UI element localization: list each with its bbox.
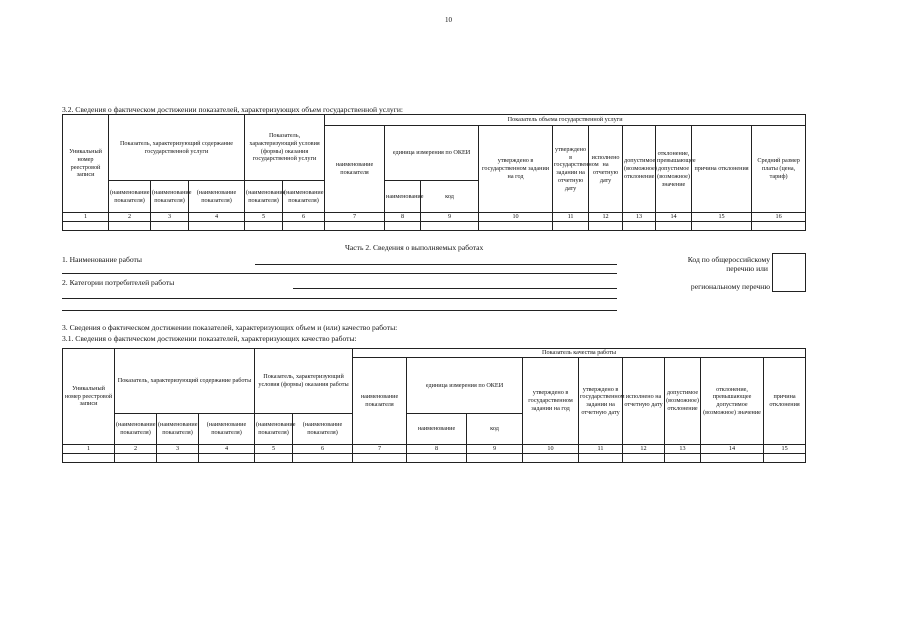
- column-number: 6: [283, 213, 325, 222]
- col-unique-number: Уникальный номер реестровой записи: [63, 115, 109, 213]
- col-unit-code: код: [467, 414, 523, 445]
- column-number: 8: [407, 445, 467, 454]
- col-param: (наименование показателя): [245, 181, 283, 213]
- code-label-line1: Код по общероссийскому: [687, 255, 770, 264]
- work-name-line: [255, 264, 617, 265]
- column-number: 11: [579, 445, 623, 454]
- code-label-line3: региональному перечню: [690, 282, 770, 291]
- table-3-1-quality: [62, 348, 806, 463]
- column-number: 13: [665, 445, 701, 454]
- column-number: 1: [63, 445, 115, 454]
- col-allowed-deviation: допустимое (возможное) отклонение: [665, 358, 701, 445]
- col-param: (наименование показателя): [157, 414, 199, 445]
- column-number: 10: [479, 213, 553, 222]
- column-number: 9: [421, 213, 479, 222]
- col-conditions-indicator: Показатель, характеризующий условия (формы) оказания государственной услуги: [245, 115, 325, 181]
- column-number: 10: [523, 445, 579, 454]
- column-number: 11: [553, 213, 589, 222]
- col-exceeding-deviation: отклонение, превышающее допустимое (возможное) значение: [656, 126, 692, 213]
- col-unit-okei: единица измерения по ОКЕИ: [407, 358, 523, 414]
- col-content-indicator: Показатель, характеризующий содержание государственной услуги: [109, 115, 245, 181]
- col-param: (наименование показателя): [199, 414, 255, 445]
- col-param: (наименование показателя): [293, 414, 353, 445]
- column-number: 7: [325, 213, 385, 222]
- column-number: 2: [115, 445, 157, 454]
- column-number-row: [63, 445, 806, 454]
- col-param: (наименование показателя): [151, 181, 189, 213]
- col-unit-code: код: [421, 181, 479, 213]
- table-row: [63, 454, 806, 463]
- column-number: 7: [353, 445, 407, 454]
- col-unique-number: Уникальный номер реестровой записи: [63, 349, 115, 445]
- col-done: исполнено на отчетную дату: [623, 358, 665, 445]
- col-exceeding-deviation: отклонение, превышающее допустимое (возможное) значение: [701, 358, 764, 445]
- consumers-line: [293, 288, 617, 289]
- column-number: 3: [157, 445, 199, 454]
- col-param: (наименование показателя): [283, 181, 325, 213]
- col-approved-date: утверждено в государственном задании на отчетную дату: [553, 126, 589, 213]
- column-number: 2: [109, 213, 151, 222]
- column-number: 16: [752, 213, 806, 222]
- col-allowed-deviation: допустимое (возможное) отклонение: [623, 126, 656, 213]
- col-quality-indicator: Показатель качества работы: [353, 349, 806, 358]
- col-indicator-name: наименование показателя: [325, 126, 385, 213]
- col-param: (наименование показателя): [189, 181, 245, 213]
- col-unit-name: наименование: [385, 181, 421, 213]
- consumers-line-3: [62, 310, 617, 311]
- column-number: 14: [701, 445, 764, 454]
- column-number: 1: [63, 213, 109, 222]
- work-name-line-2: [62, 273, 617, 274]
- col-param: (наименование показателя): [255, 414, 293, 445]
- column-number: 6: [293, 445, 353, 454]
- column-number: 15: [764, 445, 806, 454]
- column-number: 4: [189, 213, 245, 222]
- col-done: исполнено на отчетную дату: [589, 126, 623, 213]
- col-deviation-reason: причина отклонения: [692, 126, 752, 213]
- col-deviation-reason: причина отклонения: [764, 358, 806, 445]
- work-consumers-label: 2. Категории потребителей работы: [62, 278, 175, 287]
- column-number: 12: [623, 445, 665, 454]
- section-3-2-caption: 3.2. Сведения о фактическом достижении показателей, характеризующих объем государственной услуги:: [62, 105, 404, 114]
- table-3-2-volume: [62, 114, 806, 231]
- section-3-1-caption: 3.1. Сведения о фактическом достижении показателей, характеризующих качество работы:: [62, 334, 357, 343]
- consumers-line-2: [62, 298, 617, 299]
- col-approved-year: утверждено в государственном задании на год: [479, 126, 553, 213]
- column-number: 5: [245, 213, 283, 222]
- column-number: 9: [467, 445, 523, 454]
- col-param: (наименование показателя): [109, 181, 151, 213]
- column-number-row: [63, 213, 806, 222]
- column-number: 4: [199, 445, 255, 454]
- code-box[interactable]: [772, 253, 806, 292]
- column-number: 13: [623, 213, 656, 222]
- column-number: 14: [656, 213, 692, 222]
- col-unit-name: наименование: [407, 414, 467, 445]
- column-number: 5: [255, 445, 293, 454]
- col-content-indicator: Показатель, характеризующий содержание работы: [115, 349, 255, 414]
- work-name-label: 1. Наименование работы: [62, 255, 142, 264]
- column-number: 15: [692, 213, 752, 222]
- table-row: [63, 222, 806, 231]
- col-indicator-name: наименование показателя: [353, 358, 407, 445]
- part-2-title: Часть 2. Сведения о выполняемых работах: [345, 243, 484, 252]
- code-label-line2: перечню или: [726, 264, 768, 273]
- col-volume-indicator: Показатель объема государственной услуги: [325, 115, 806, 126]
- col-conditions-indicator: Показатель, характеризующий условия (формы) оказания работы: [255, 349, 353, 414]
- page-number: 10: [445, 16, 452, 24]
- col-average-price: Средний размер платы (цена, тариф): [752, 126, 806, 213]
- section-3-caption: 3. Сведения о фактическом достижении показателей, характеризующих объем и (или) качество работы:: [62, 323, 398, 332]
- col-param: (наименование показателя): [115, 414, 157, 445]
- column-number: 8: [385, 213, 421, 222]
- col-approved-year: утверждено в государственном задании на год: [523, 358, 579, 445]
- col-unit-okei: единица измерения по ОКЕИ: [385, 126, 479, 181]
- col-approved-date: утверждено в государственном задании на отчетную дату: [579, 358, 623, 445]
- column-number: 12: [589, 213, 623, 222]
- column-number: 3: [151, 213, 189, 222]
